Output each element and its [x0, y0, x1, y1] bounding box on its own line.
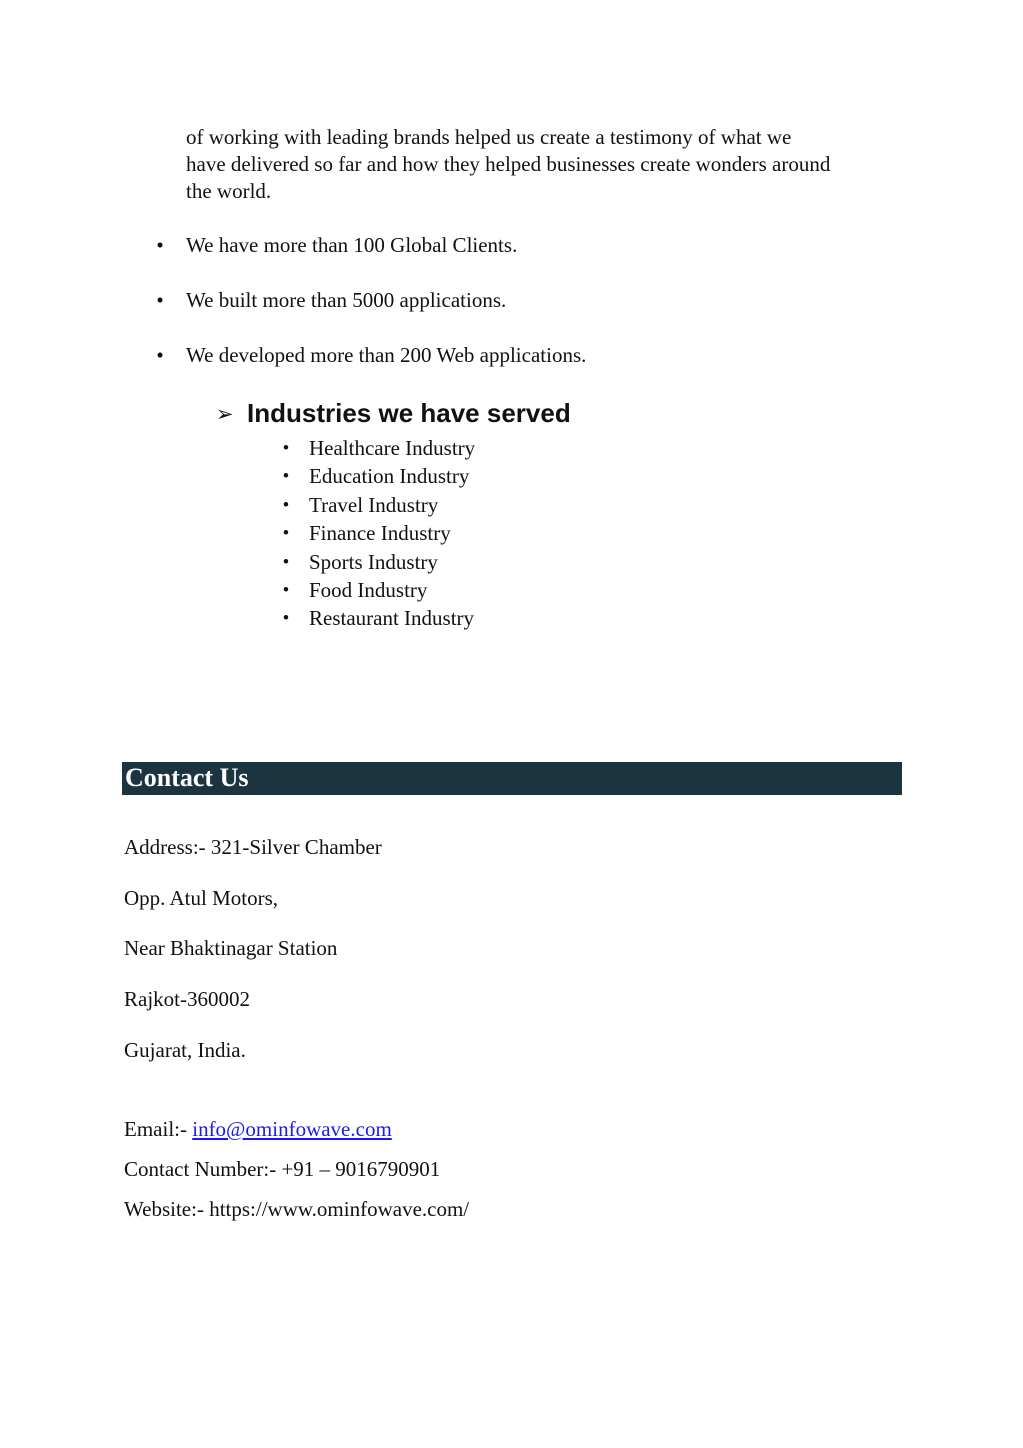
stat-item: We built more than 5000 applications.: [186, 288, 507, 312]
industry-item: Travel Industry: [309, 493, 439, 517]
website-line: Website:- https://www.ominfowave.com/: [124, 1197, 470, 1221]
intro-line: have delivered so far and how they helped businesses create wonders around: [186, 152, 831, 176]
address-line: Rajkot-360002: [124, 987, 250, 1011]
address-line: Address:- 321-Silver Chamber: [124, 835, 382, 859]
contact-title: Contact Us: [125, 763, 249, 792]
industry-item: Education Industry: [309, 464, 470, 488]
stat-item: We developed more than 200 Web applications.: [186, 343, 587, 367]
arrow-bullet-icon: ➢: [216, 402, 234, 426]
address-line: Near Bhaktinagar Station: [124, 936, 338, 960]
industry-item: Sports Industry: [309, 550, 438, 574]
contact-header-bar: [122, 762, 902, 795]
intro-line: the world.: [186, 179, 272, 203]
industry-item: Finance Industry: [309, 521, 451, 545]
bullet-icon: •: [282, 466, 290, 487]
email-row: [124, 1117, 392, 1142]
industries-heading: Industries we have served: [247, 398, 571, 428]
bullet-icon: •: [282, 580, 290, 601]
bullet-icon: •: [282, 552, 290, 573]
address-line: Opp. Atul Motors,: [124, 886, 279, 910]
address-line: Gujarat, India.: [124, 1038, 246, 1062]
industry-item: Food Industry: [309, 578, 428, 602]
bullet-icon: •: [282, 608, 290, 629]
intro-line: of working with leading brands helped us create a testimony of what we: [186, 125, 792, 149]
bullet-icon: •: [282, 495, 290, 516]
bullet-icon: •: [282, 438, 290, 459]
bullet-icon: •: [156, 343, 164, 367]
industry-item: Healthcare Industry: [309, 436, 476, 460]
bullet-icon: •: [282, 523, 290, 544]
contact-number: Contact Number:- +91 – 9016790901: [124, 1157, 441, 1181]
stat-item: We have more than 100 Global Clients.: [186, 233, 518, 257]
email-label: Email:-: [124, 1117, 193, 1141]
bullet-icon: •: [156, 233, 164, 257]
industry-item: Restaurant Industry: [309, 606, 475, 630]
bullet-icon: •: [156, 288, 164, 312]
email-link[interactable]: info@ominfowave.com: [192, 1117, 392, 1141]
